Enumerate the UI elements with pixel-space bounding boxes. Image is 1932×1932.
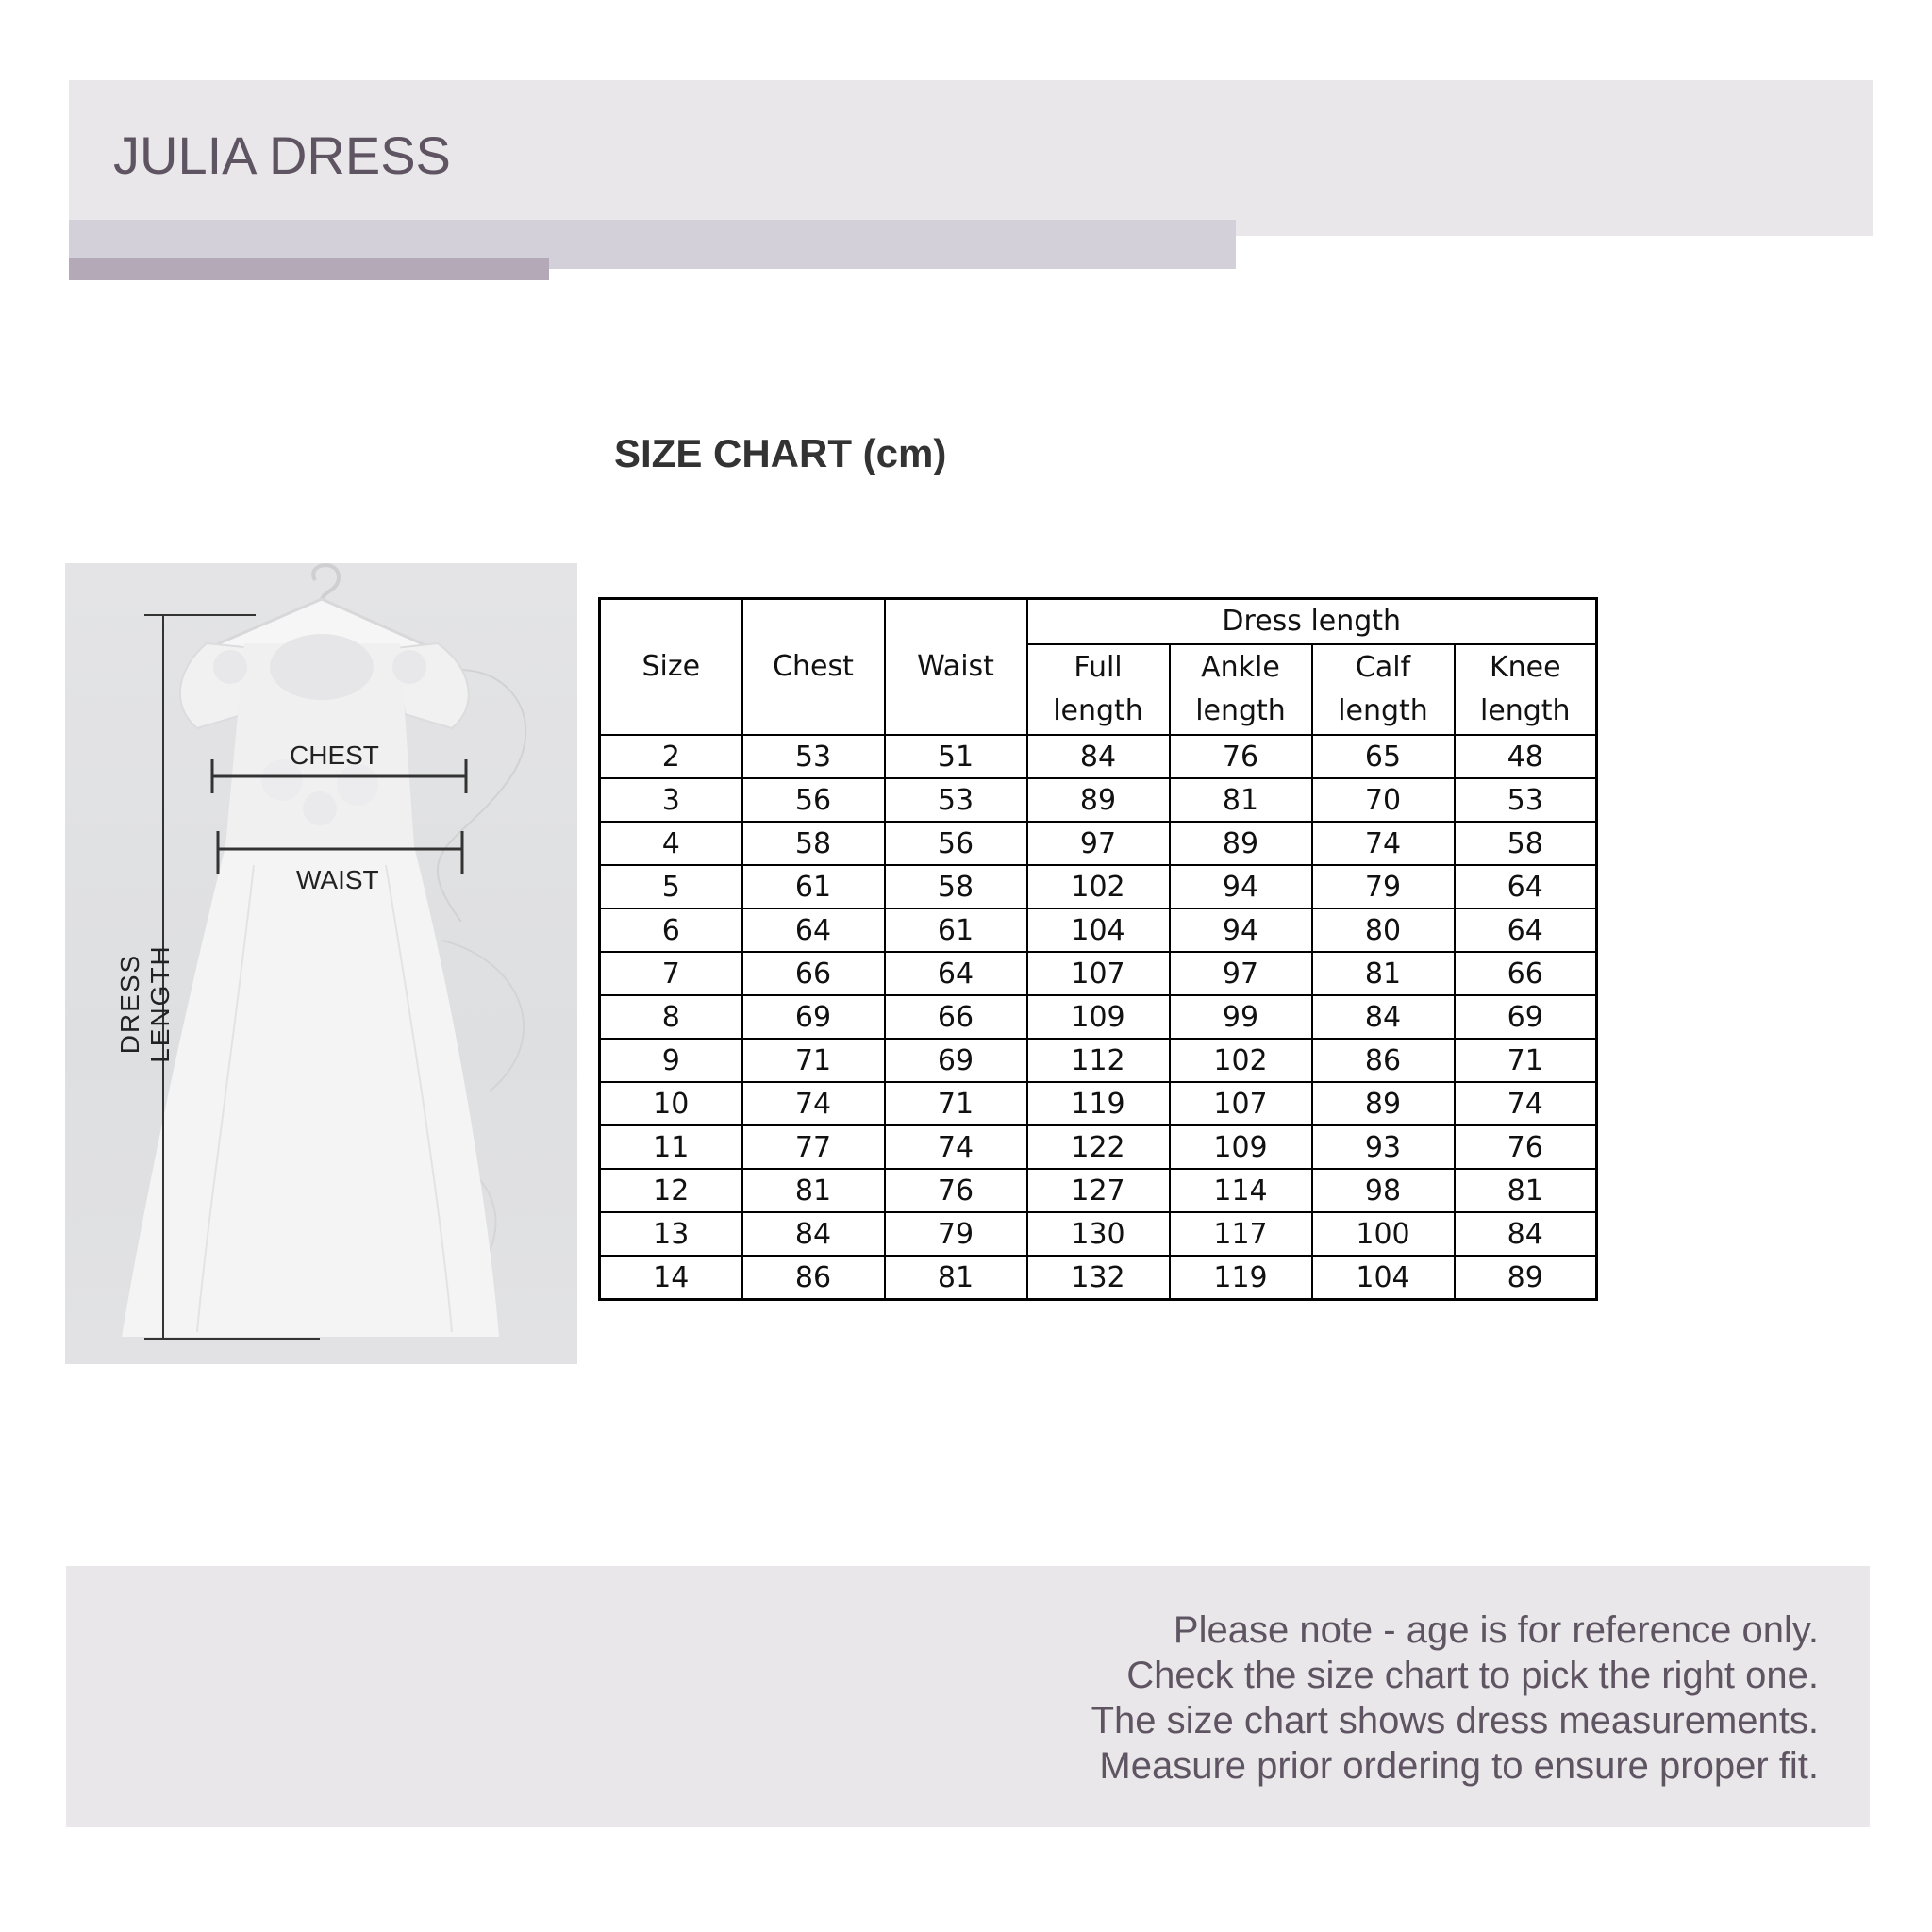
- cell-calf-length: 80: [1312, 908, 1455, 952]
- cell-ankle-length: 81: [1170, 778, 1312, 822]
- cell-size: 13: [600, 1212, 742, 1256]
- cell-size: 6: [600, 908, 742, 952]
- cell-waist: 64: [885, 952, 1027, 995]
- header-ankle-length: Ankle length: [1170, 644, 1312, 735]
- cell-waist: 76: [885, 1169, 1027, 1212]
- cell-calf-length: 93: [1312, 1125, 1455, 1169]
- cell-size: 8: [600, 995, 742, 1039]
- table-row: [600, 735, 1597, 778]
- cell-waist: 74: [885, 1125, 1027, 1169]
- cell-ankle-length: 114: [1170, 1169, 1312, 1212]
- cell-ankle-length: 97: [1170, 952, 1312, 995]
- header-calf-length: Calf length: [1312, 644, 1455, 735]
- cell-full-length: 122: [1027, 1125, 1170, 1169]
- header-full-length: Full length: [1027, 644, 1170, 735]
- table-row: [600, 908, 1597, 952]
- note-line: The size chart shows dress measurements.: [1091, 1700, 1819, 1741]
- cell-ankle-length: 107: [1170, 1082, 1312, 1125]
- table-row: [600, 1256, 1597, 1300]
- table-row: [600, 778, 1597, 822]
- cell-size: 3: [600, 778, 742, 822]
- cell-knee-length: 76: [1455, 1125, 1597, 1169]
- header-size: Size: [600, 599, 742, 736]
- cell-knee-length: 64: [1455, 865, 1597, 908]
- cell-knee-length: 48: [1455, 735, 1597, 778]
- table-row: [600, 1212, 1597, 1256]
- cell-chest: 58: [742, 822, 885, 865]
- cell-chest: 77: [742, 1125, 885, 1169]
- cell-size: 5: [600, 865, 742, 908]
- cell-chest: 64: [742, 908, 885, 952]
- header-knee-length: Knee length: [1455, 644, 1597, 735]
- table-row: [600, 952, 1597, 995]
- cell-waist: 79: [885, 1212, 1027, 1256]
- cell-calf-length: 89: [1312, 1082, 1455, 1125]
- cell-full-length: 89: [1027, 778, 1170, 822]
- page-title: JULIA DRESS: [113, 125, 451, 185]
- header-stripe-dark: [69, 258, 549, 280]
- cell-size: 11: [600, 1125, 742, 1169]
- cell-chest: 86: [742, 1256, 885, 1300]
- cell-calf-length: 81: [1312, 952, 1455, 995]
- cell-size: 9: [600, 1039, 742, 1082]
- cell-chest: 74: [742, 1082, 885, 1125]
- cell-waist: 51: [885, 735, 1027, 778]
- cell-ankle-length: 99: [1170, 995, 1312, 1039]
- cell-waist: 58: [885, 865, 1027, 908]
- cell-size: 2: [600, 735, 742, 778]
- cell-calf-length: 65: [1312, 735, 1455, 778]
- cell-size: 4: [600, 822, 742, 865]
- footer-notes: [1091, 1607, 1819, 1789]
- cell-waist: 61: [885, 908, 1027, 952]
- table-row: [600, 1125, 1597, 1169]
- cell-size: 7: [600, 952, 742, 995]
- cell-chest: 71: [742, 1039, 885, 1082]
- cell-waist: 81: [885, 1256, 1027, 1300]
- cell-chest: 84: [742, 1212, 885, 1256]
- cell-calf-length: 86: [1312, 1039, 1455, 1082]
- table-row: [600, 1039, 1597, 1082]
- cell-ankle-length: 102: [1170, 1039, 1312, 1082]
- cell-full-length: 97: [1027, 822, 1170, 865]
- dress-length-label: DRESS LENGTH: [115, 944, 175, 1063]
- cell-chest: 66: [742, 952, 885, 995]
- cell-full-length: 102: [1027, 865, 1170, 908]
- cell-chest: 81: [742, 1169, 885, 1212]
- cell-knee-length: 69: [1455, 995, 1597, 1039]
- waist-label: WAIST: [296, 865, 379, 894]
- cell-knee-length: 81: [1455, 1169, 1597, 1212]
- table-row: [600, 995, 1597, 1039]
- cell-calf-length: 104: [1312, 1256, 1455, 1300]
- cell-chest: 56: [742, 778, 885, 822]
- cell-full-length: 107: [1027, 952, 1170, 995]
- header-waist: Waist: [885, 599, 1027, 736]
- cell-ankle-length: 89: [1170, 822, 1312, 865]
- size-chart-title: SIZE CHART (cm): [614, 431, 947, 475]
- cell-size: 10: [600, 1082, 742, 1125]
- note-line: Please note - age is for reference only.: [1173, 1609, 1819, 1651]
- cell-ankle-length: 109: [1170, 1125, 1312, 1169]
- cell-calf-length: 100: [1312, 1212, 1455, 1256]
- cell-knee-length: 64: [1455, 908, 1597, 952]
- cell-waist: 66: [885, 995, 1027, 1039]
- cell-full-length: 112: [1027, 1039, 1170, 1082]
- cell-knee-length: 74: [1455, 1082, 1597, 1125]
- cell-calf-length: 74: [1312, 822, 1455, 865]
- cell-chest: 69: [742, 995, 885, 1039]
- table-row: [600, 822, 1597, 865]
- dress-photo: [65, 563, 577, 1364]
- cell-ankle-length: 117: [1170, 1212, 1312, 1256]
- cell-knee-length: 89: [1455, 1256, 1597, 1300]
- header-dress-length: Dress length: [1027, 599, 1597, 645]
- cell-waist: 56: [885, 822, 1027, 865]
- header-chest: Chest: [742, 599, 885, 736]
- note-line: Measure prior ordering to ensure proper fit.: [1099, 1745, 1819, 1787]
- cell-size: 14: [600, 1256, 742, 1300]
- cell-full-length: 109: [1027, 995, 1170, 1039]
- cell-waist: 53: [885, 778, 1027, 822]
- cell-knee-length: 71: [1455, 1039, 1597, 1082]
- cell-ankle-length: 119: [1170, 1256, 1312, 1300]
- cell-full-length: 130: [1027, 1212, 1170, 1256]
- cell-calf-length: 79: [1312, 865, 1455, 908]
- cell-ankle-length: 94: [1170, 908, 1312, 952]
- cell-knee-length: 66: [1455, 952, 1597, 995]
- cell-full-length: 84: [1027, 735, 1170, 778]
- size-table-body: [600, 735, 1597, 1300]
- cell-chest: 53: [742, 735, 885, 778]
- cell-knee-length: 53: [1455, 778, 1597, 822]
- table-row: [600, 865, 1597, 908]
- cell-size: 12: [600, 1169, 742, 1212]
- cell-waist: 69: [885, 1039, 1027, 1082]
- cell-calf-length: 70: [1312, 778, 1455, 822]
- cell-knee-length: 84: [1455, 1212, 1597, 1256]
- table-row: [600, 1082, 1597, 1125]
- chest-label: CHEST: [290, 741, 379, 770]
- cell-waist: 71: [885, 1082, 1027, 1125]
- cell-knee-length: 58: [1455, 822, 1597, 865]
- size-table: [598, 597, 1598, 1301]
- cell-full-length: 132: [1027, 1256, 1170, 1300]
- cell-calf-length: 84: [1312, 995, 1455, 1039]
- table-row: [600, 1169, 1597, 1212]
- cell-full-length: 127: [1027, 1169, 1170, 1212]
- cell-chest: 61: [742, 865, 885, 908]
- cell-ankle-length: 94: [1170, 865, 1312, 908]
- cell-full-length: 104: [1027, 908, 1170, 952]
- cell-calf-length: 98: [1312, 1169, 1455, 1212]
- note-line: Check the size chart to pick the right one.: [1126, 1655, 1819, 1696]
- cell-full-length: 119: [1027, 1082, 1170, 1125]
- cell-ankle-length: 76: [1170, 735, 1312, 778]
